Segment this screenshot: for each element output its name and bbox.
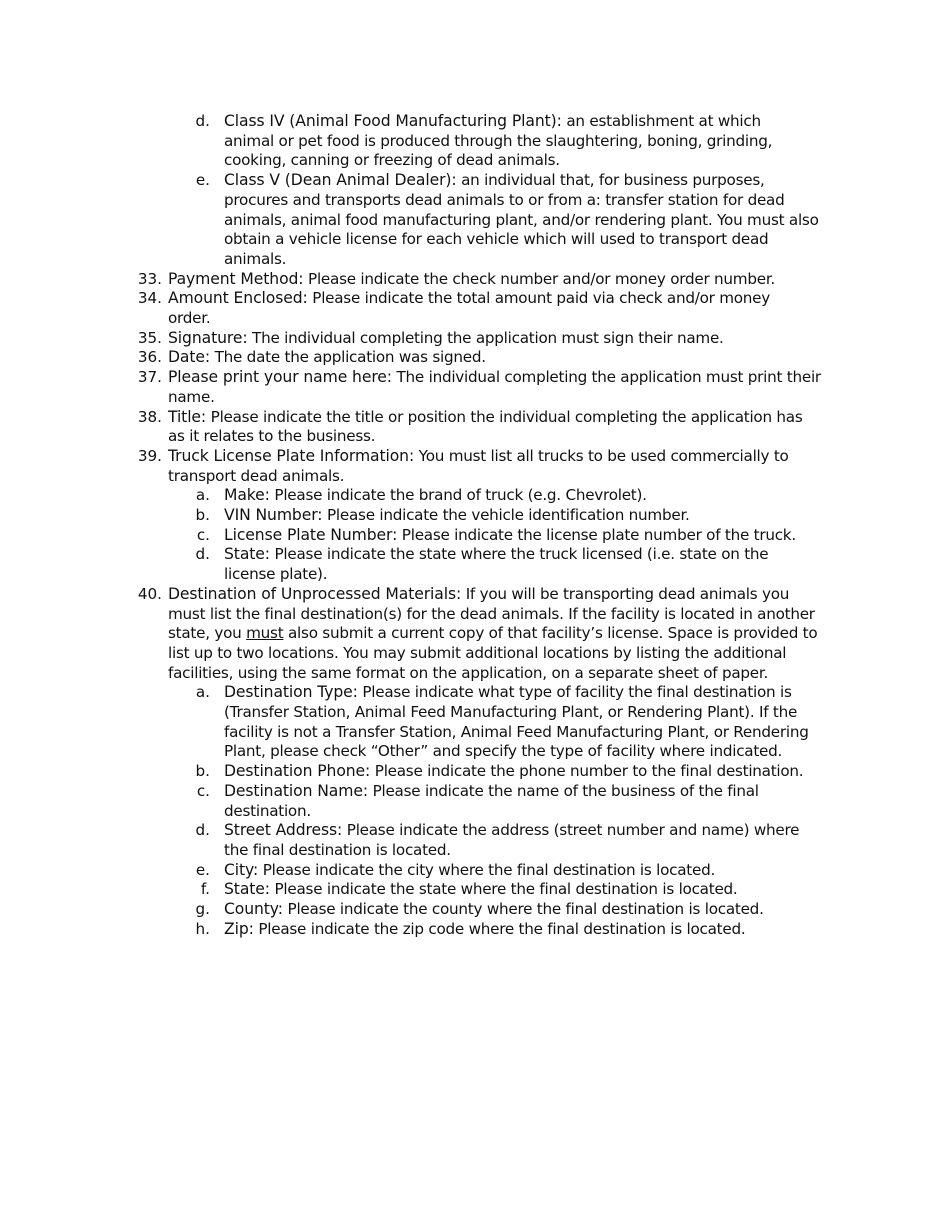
item-continuation-line bbox=[224, 702, 797, 722]
item-text: Please indicate the total amount paid via check and/or money bbox=[307, 289, 770, 308]
item-text: facility is not a Transfer Station, Animal Feed Manufacturing Plant, or Rendering bbox=[224, 722, 809, 741]
item-first-line bbox=[168, 367, 821, 387]
item-text: license plate). bbox=[224, 565, 328, 584]
subitem-letter: d. bbox=[195, 821, 210, 840]
item-continuation-line bbox=[224, 210, 819, 230]
item-text: list up to two locations. You may submit additional locations by listing the additional bbox=[168, 643, 787, 662]
item-continuation-line bbox=[224, 840, 451, 860]
item-text: destination. bbox=[224, 801, 311, 820]
item-term: Destination Name: bbox=[224, 781, 368, 800]
item-first-line bbox=[168, 347, 486, 367]
item-continuation-line bbox=[224, 741, 782, 761]
item-first-line bbox=[224, 525, 796, 545]
item-text: Please indicate what type of facility the final destination is bbox=[357, 683, 792, 702]
item-text: obtain a vehicle license for each vehicle which will used to transport dead bbox=[224, 230, 769, 249]
item-text: transport dead animals. bbox=[168, 466, 345, 485]
item-first-line bbox=[224, 919, 745, 939]
item-first-line bbox=[224, 485, 647, 505]
subitem-letter: d. bbox=[195, 112, 210, 130]
item-first-line bbox=[224, 505, 690, 525]
item-text: must list the final destination(s) for the dead animals. If the facility is located in another bbox=[168, 604, 815, 623]
item-first-line bbox=[168, 269, 775, 289]
item-first-line bbox=[224, 761, 803, 781]
item-term: License Plate Number: bbox=[224, 525, 398, 544]
item-number: 37. bbox=[137, 368, 162, 387]
item-continuation-line bbox=[168, 387, 215, 407]
item-text: an individual that, for business purposes, bbox=[456, 171, 765, 190]
subitem-letter: c. bbox=[196, 525, 210, 544]
item-term: City: bbox=[224, 860, 259, 879]
subitem-letter: e. bbox=[195, 860, 210, 879]
item-first-line bbox=[168, 407, 803, 427]
item-text: The date the application was signed. bbox=[210, 348, 486, 367]
item-continuation-line bbox=[168, 308, 210, 328]
item-number: 38. bbox=[137, 407, 162, 426]
item-number: 40. bbox=[137, 584, 162, 603]
item-text: name. bbox=[168, 387, 215, 406]
item-text: order. bbox=[168, 309, 211, 327]
item-first-line bbox=[224, 544, 768, 564]
subitem-letter: b. bbox=[195, 506, 210, 524]
item-text: You must list all trucks to be used commercially to bbox=[414, 446, 789, 465]
item-continuation-line bbox=[224, 150, 560, 170]
item-first-line bbox=[224, 781, 759, 801]
item-text: animals. bbox=[224, 249, 287, 268]
item-text: Please indicate the county where the final destination is located. bbox=[282, 900, 764, 918]
item-text: Please indicate the license plate number of the truck. bbox=[397, 525, 796, 544]
item-text: procures and transports dead animals to or from a: transfer station for dead bbox=[224, 190, 785, 209]
item-text: Please indicate the phone number to the final destination. bbox=[370, 762, 804, 781]
item-text: Please indicate the state where the truck licensed (i.e. state on the bbox=[269, 545, 769, 564]
item-text: The individual completing the application must sign their name. bbox=[247, 328, 724, 347]
item-text: If you will be transporting dead animals you bbox=[461, 584, 790, 603]
item-text: Please indicate the address (street number and name) where bbox=[342, 821, 800, 840]
item-continuation-line bbox=[224, 564, 327, 584]
item-continuation-line bbox=[224, 249, 286, 269]
item-text: also submit a current copy of that facility’s license. Space is provided to bbox=[283, 624, 818, 643]
item-text: Please indicate the check number and/or money order number. bbox=[303, 269, 776, 288]
subitem-letter: f. bbox=[200, 880, 210, 899]
item-first-line bbox=[168, 328, 724, 348]
item-term: Class IV (Animal Food Manufacturing Plant): bbox=[224, 112, 562, 130]
subitem-letter: g. bbox=[195, 900, 210, 918]
item-text: animals, animal food manufacturing plant, and/or rendering plant. You must also bbox=[224, 210, 819, 229]
item-term: Amount Enclosed: bbox=[168, 289, 308, 308]
item-text: animal or pet food is produced through the slaughtering, boning, grinding, bbox=[224, 131, 773, 150]
item-term: Title: bbox=[168, 407, 207, 426]
item-continuation-line bbox=[224, 190, 785, 210]
item-first-line bbox=[224, 860, 715, 880]
subitem-letter: a. bbox=[195, 683, 210, 702]
item-term: Class V (Dean Animal Dealer): bbox=[224, 171, 457, 190]
item-text: Please indicate the brand of truck (e.g. Chevrolet). bbox=[269, 486, 647, 505]
item-number: 35. bbox=[137, 328, 162, 347]
item-continuation-line bbox=[168, 663, 768, 683]
item-term: Destination of Unprocessed Materials: bbox=[168, 584, 462, 603]
item-term: Payment Method: bbox=[168, 269, 304, 288]
item-text: as it relates to the business. bbox=[168, 427, 376, 446]
item-text: The individual completing the application must print their bbox=[391, 368, 821, 387]
subitem-letter: a. bbox=[195, 486, 210, 505]
item-first-line bbox=[168, 584, 789, 604]
subitem-letter: e. bbox=[195, 171, 210, 190]
item-text: Please indicate the city where the final destination is located. bbox=[258, 860, 716, 879]
item-text: Please indicate the title or position the individual completing the application has bbox=[206, 407, 803, 426]
item-term: County: bbox=[224, 900, 283, 918]
item-text: cooking, canning or freezing of dead animals. bbox=[224, 151, 560, 170]
item-first-line bbox=[224, 170, 765, 190]
item-term: Truck License Plate Information: bbox=[168, 446, 415, 465]
item-term: VIN Number: bbox=[224, 506, 323, 524]
item-term: Zip: bbox=[224, 919, 254, 938]
item-continuation-line bbox=[168, 604, 815, 624]
item-continuation-line bbox=[168, 643, 786, 663]
item-continuation-line bbox=[224, 801, 311, 821]
item-text: an establishment at which bbox=[561, 112, 761, 130]
subitem-letter: c. bbox=[196, 781, 210, 800]
item-number: 33. bbox=[137, 269, 162, 288]
item-first-line bbox=[224, 899, 764, 919]
item-first-line bbox=[168, 288, 770, 308]
item-first-line bbox=[168, 446, 789, 466]
item-term: Signature: bbox=[168, 328, 248, 347]
item-number: 36. bbox=[137, 348, 162, 367]
item-continuation-line bbox=[224, 722, 809, 742]
emphasis-underline: must bbox=[246, 624, 284, 643]
subitem-letter: b. bbox=[195, 762, 210, 781]
item-term: Destination Type: bbox=[224, 683, 358, 702]
item-term: Destination Phone: bbox=[224, 762, 371, 781]
item-text: Please indicate the name of the business of the final bbox=[368, 781, 759, 800]
item-text: Please indicate the vehicle identification number. bbox=[322, 506, 690, 524]
item-continuation-line bbox=[168, 426, 375, 446]
item-text: facilities, using the same format on the application, on a separate sheet of paper. bbox=[168, 663, 769, 682]
subitem-letter: d. bbox=[195, 545, 210, 564]
item-number: 39. bbox=[137, 446, 162, 465]
item-first-line bbox=[224, 879, 738, 899]
item-term: State: bbox=[224, 545, 270, 564]
item-continuation-line bbox=[168, 466, 344, 486]
item-text: Please indicate the zip code where the final destination is located. bbox=[253, 919, 746, 938]
item-term: Please print your name here: bbox=[168, 368, 392, 387]
item-continuation-line bbox=[224, 131, 772, 151]
item-text: Please indicate the state where the final destination is located. bbox=[269, 880, 738, 899]
item-text: Plant, please check “Other” and specify the type of facility where indicated. bbox=[224, 742, 783, 761]
item-continuation-line bbox=[168, 623, 817, 643]
item-first-line bbox=[224, 682, 792, 702]
item-text: the final destination is located. bbox=[224, 840, 451, 859]
item-continuation-line bbox=[224, 229, 768, 249]
item-term: Make: bbox=[224, 486, 270, 505]
item-first-line bbox=[224, 111, 761, 131]
item-text: (Transfer Station, Animal Feed Manufacturing Plant, or Rendering Plant). If the bbox=[224, 703, 798, 721]
item-term: State: bbox=[224, 880, 270, 899]
item-first-line bbox=[224, 820, 799, 840]
subitem-letter: h. bbox=[195, 919, 210, 938]
item-number: 34. bbox=[137, 289, 162, 308]
item-term: Street Address: bbox=[224, 821, 343, 840]
item-term: Date: bbox=[168, 348, 211, 367]
item-text: state, you bbox=[168, 624, 247, 643]
